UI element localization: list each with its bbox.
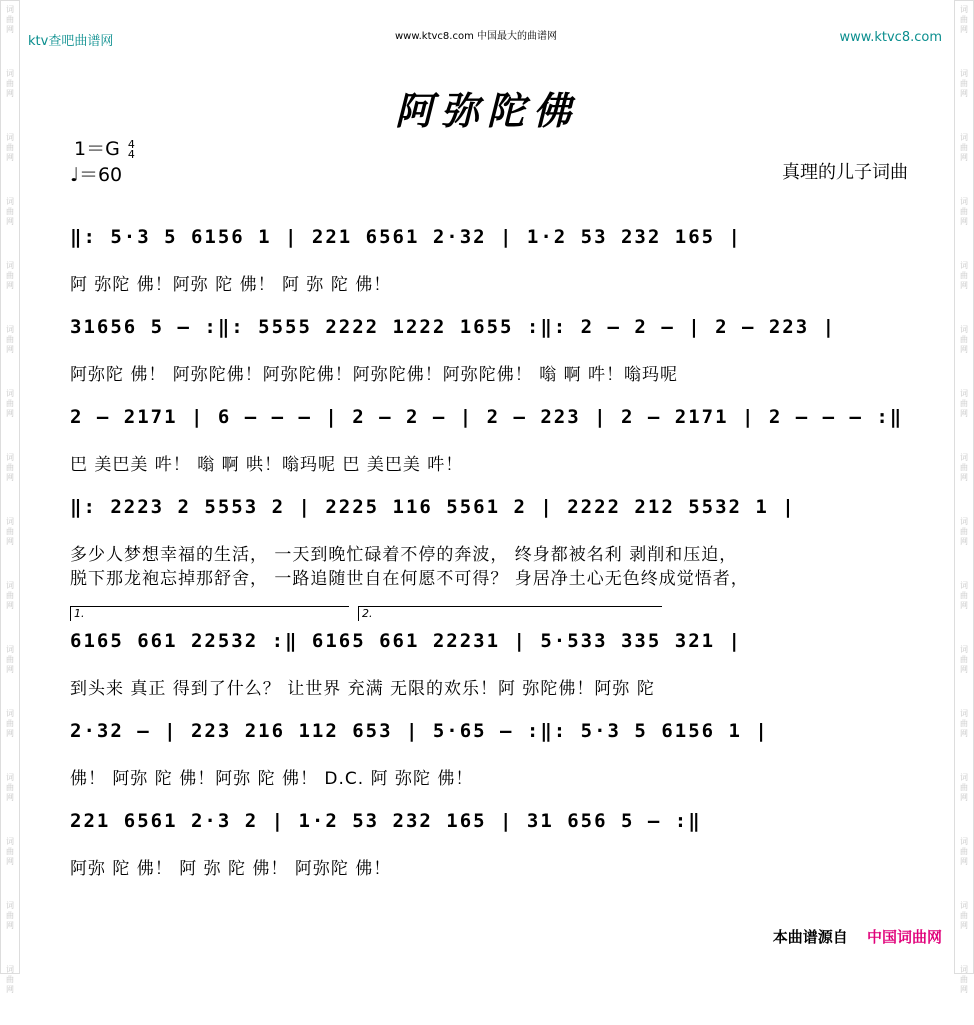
watermark-text: 词 曲 网 xyxy=(960,837,968,866)
volta-second: 2. xyxy=(358,606,662,621)
watermark-text: 词 曲 网 xyxy=(960,453,968,482)
key-signature xyxy=(74,134,135,161)
lyric-row-5: 到头来 真正 得到了什么？ 让世界 充满 无限的欢乐！阿 弥陀佛！阿弥 陀 xyxy=(70,679,655,699)
composer-credit: 真理的儿子词曲 xyxy=(782,162,908,183)
watermark-text: 词 曲 网 xyxy=(960,389,968,418)
watermark-text: 词 曲 网 xyxy=(6,261,14,290)
notes-row-4: ‖: 2223 2 5553 2 | 2225 116 5561 2 | 2222 212 5532 1 | xyxy=(70,496,796,518)
watermark-text: 词 曲 网 xyxy=(6,965,14,994)
watermark-text: 词 曲 网 xyxy=(960,709,968,738)
tempo-mark: ♩＝60 xyxy=(70,164,123,186)
lyric-row-4b: 脱下那龙袍忘掉那舒舍， 一路追随世自在何愿不可得？ 身居净土心无色终成觉悟者， xyxy=(70,569,749,589)
watermark-text: 词 曲 网 xyxy=(6,517,14,546)
watermark-text: 词 曲 网 xyxy=(6,837,14,866)
watermark-text: 词 曲 网 xyxy=(6,901,14,930)
song-title: 阿弥陀佛 xyxy=(394,88,579,133)
header-left[interactable]: ktv查吧曲谱网 xyxy=(28,34,114,49)
key-text: 1＝G xyxy=(74,138,120,160)
notes-row-1: ‖: 5·3 5 6156 1 | 221 6561 2·32 | 1·2 53 232 165 | xyxy=(70,226,742,248)
footer-site-link[interactable]: 中国词曲网 xyxy=(866,928,942,946)
watermark-text: 词 曲 网 xyxy=(960,517,968,546)
right-watermark-strip xyxy=(954,0,974,994)
watermark-text: 词 曲 网 xyxy=(6,645,14,674)
lyric-row-1: 阿 弥陀 佛！阿弥 陀 佛！ 阿 弥 陀 佛！ xyxy=(70,275,392,295)
watermark-text: 词 曲 网 xyxy=(960,773,968,802)
watermark-text: 词 曲 网 xyxy=(960,581,968,610)
notes-row-7: 221 6561 2·3 2 | 1·2 53 232 165 | 31 656 5 – :‖ xyxy=(70,810,702,832)
watermark-text: 词 曲 网 xyxy=(960,325,968,354)
watermark-text: 词 曲 网 xyxy=(960,5,968,34)
watermark-text: 词 曲 网 xyxy=(6,773,14,802)
volta-first: 1. xyxy=(70,606,349,621)
notes-row-2: 31656 5 – :‖: 5555 2222 1222 1655 :‖: 2 – 2 – | 2 – 223 | xyxy=(70,316,837,338)
watermark-text: 词 曲 网 xyxy=(960,69,968,98)
lyric-row-2: 阿弥陀 佛！ 阿弥陀佛！阿弥陀佛！阿弥陀佛！阿弥陀佛！ 嗡 啊 吽！嗡玛呢 xyxy=(70,365,679,385)
footer-credit xyxy=(773,926,942,947)
watermark-text: 词 曲 网 xyxy=(960,261,968,290)
header-right[interactable]: www.ktvc8.com xyxy=(839,30,942,45)
lyric-row-6: 佛！ 阿弥 陀 佛！阿弥 陀 佛！ D.C. 阿 弥陀 佛！ xyxy=(70,769,474,789)
watermark-text: 词 曲 网 xyxy=(6,389,14,418)
watermark-text: 词 曲 网 xyxy=(6,133,14,162)
watermark-text: 词 曲 网 xyxy=(6,325,14,354)
watermark-text: 词 曲 网 xyxy=(960,197,968,226)
watermark-text: 词 曲 网 xyxy=(960,965,968,994)
lyric-row-7: 阿弥 陀 佛！ 阿 弥 陀 佛！ 阿弥陀 佛！ xyxy=(70,859,392,879)
watermark-text: 词 曲 网 xyxy=(6,5,14,34)
watermark-text: 词 曲 网 xyxy=(960,645,968,674)
notes-row-5: 6165 661 22532 :‖ 6165 661 22231 | 5·533 335 321 | xyxy=(70,630,742,652)
footer-source: 本曲谱源自 xyxy=(772,928,848,946)
time-num: 4 xyxy=(127,137,135,151)
watermark-text: 词 曲 网 xyxy=(6,197,14,226)
lyric-row-4a: 多少人梦想幸福的生活， 一天到晚忙碌着不停的奔波， 终身都被名利 剥削和压迫， xyxy=(70,545,738,565)
watermark-text: 词 曲 网 xyxy=(960,901,968,930)
left-watermark-strip xyxy=(0,0,20,994)
notes-row-6: 2·32 – | 223 216 112 653 | 5·65 – :‖: 5·3 5 6156 1 | xyxy=(70,720,769,742)
watermark-text: 词 曲 网 xyxy=(6,709,14,738)
header-center: www.ktvc8.com 中国最大的曲谱网 xyxy=(395,31,558,42)
watermark-text: 词 曲 网 xyxy=(6,581,14,610)
lyric-row-3: 巴 美巴美 吽！ 嗡 啊 哄！嗡玛呢 巴 美巴美 吽！ xyxy=(70,455,464,475)
watermark-text: 词 曲 网 xyxy=(6,69,14,98)
time-den: 4 xyxy=(127,147,135,161)
time-signature xyxy=(127,137,135,161)
watermark-text: 词 曲 网 xyxy=(6,453,14,482)
watermark-text: 词 曲 网 xyxy=(960,133,968,162)
notes-row-3: 2 – 2171 | 6 – – – | 2 – 2 – | 2 – 223 | 2 – 2171 | 2 – – – :‖ xyxy=(70,406,904,428)
